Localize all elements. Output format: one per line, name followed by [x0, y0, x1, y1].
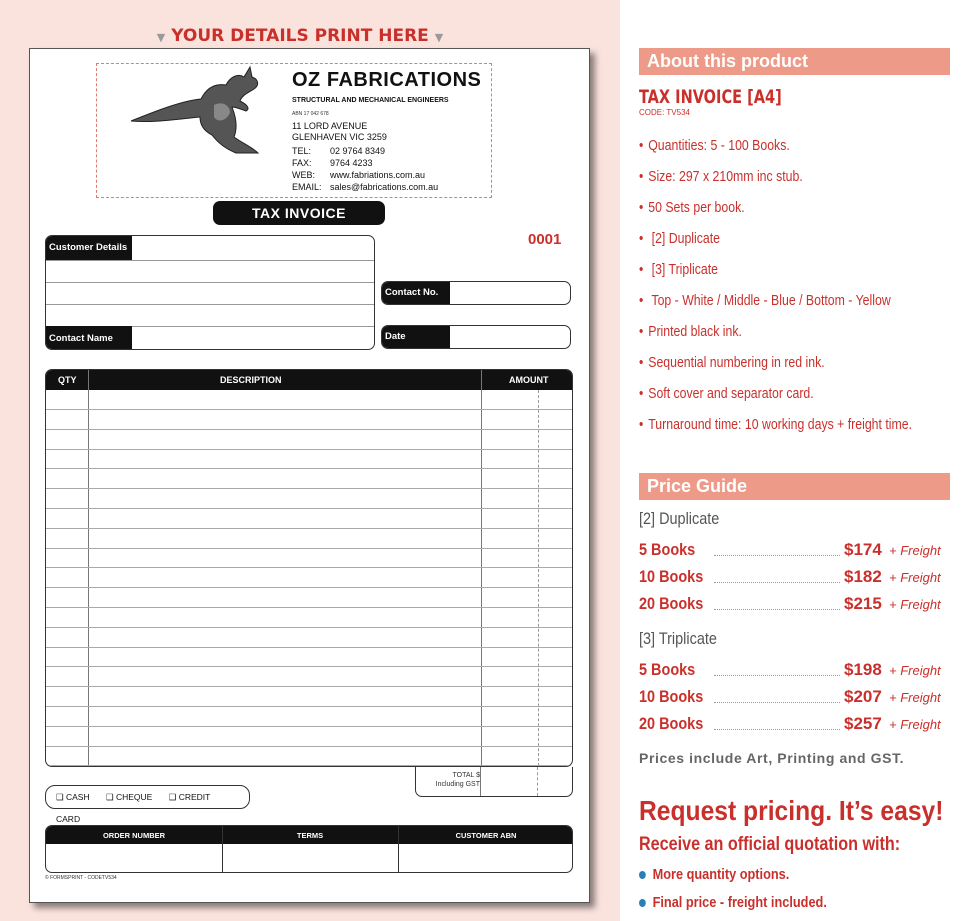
address-line-2: GLENHAVEN VIC 3259 — [292, 132, 387, 142]
feature-item: • [2] Duplicate — [639, 230, 721, 247]
feature-item: • Sequential numbering in red ink. — [639, 354, 825, 371]
table-row — [46, 449, 572, 450]
feature-item: • 50 Sets per book. — [639, 199, 745, 216]
feature-item: • Size: 297 x 210mm inc stub. — [639, 168, 803, 185]
request-pricing-heading: Request pricing. It’s easy! — [639, 795, 944, 826]
table-row — [46, 409, 572, 410]
feature-item: • Soft cover and separator card. — [639, 385, 814, 402]
product-code: CODE: TV534 — [639, 108, 690, 117]
feature-item: • Turnaround time: 10 working days + freight time. — [639, 416, 913, 433]
total-label: TOTAL $ Including GST — [435, 772, 480, 788]
col-amount: AMOUNT — [509, 375, 549, 385]
table-row — [46, 726, 572, 727]
price-row: 10 Books $207 + Freight — [639, 687, 941, 706]
price-row: 10 Books $182 + Freight — [639, 567, 941, 586]
request-item: Final price - freight included. — [639, 894, 827, 911]
tax-invoice-title: TAX INVOICE — [213, 201, 385, 225]
bullet-icon — [639, 899, 646, 907]
price-row: 5 Books $198 + Freight — [639, 660, 941, 679]
table-row — [46, 647, 572, 648]
feature-item: • Top - White / Middle - Blue / Bottom - Yellow — [639, 292, 891, 309]
price-note: Prices include Art, Printing and GST. — [639, 750, 905, 766]
col-description: DESCRIPTION — [220, 375, 282, 385]
order-number-label: ORDER NUMBER — [102, 831, 166, 840]
product-title: TAX INVOICE [A4] — [639, 86, 782, 108]
table-row — [46, 627, 572, 628]
total-box — [415, 767, 573, 797]
table-row — [46, 548, 572, 549]
footer-table — [45, 825, 573, 873]
email-line: EMAIL: sales@fabrications.com.au — [292, 182, 439, 192]
table-row — [46, 607, 572, 608]
company-name: OZ FABRICATIONS — [292, 69, 482, 91]
cash-option: ❑ CASH — [56, 792, 90, 802]
table-row — [46, 587, 572, 588]
table-row — [46, 706, 572, 707]
contact-no-label: Contact No. — [382, 282, 450, 305]
request-subheading: Receive an official quotation with: — [639, 834, 901, 855]
invoice-form-preview — [29, 48, 590, 903]
date-box — [381, 325, 571, 349]
table-row — [46, 468, 572, 469]
payment-options — [45, 785, 250, 824]
company-subtitle: STRUCTURAL AND MECHANICAL ENGINEERS — [292, 97, 449, 104]
customer-details-box — [45, 235, 375, 350]
items-table-header — [46, 370, 572, 390]
contact-no-box — [381, 281, 571, 305]
request-item: More quantity options. — [639, 866, 789, 883]
price-group-title: [3] Triplicate — [639, 629, 717, 648]
fax-line: FAX: 9764 4233 — [292, 158, 373, 168]
price-group-title: [2] Duplicate — [639, 509, 720, 528]
table-row — [46, 686, 572, 687]
address-line-1: 11 LORD AVENUE — [292, 121, 368, 131]
tel-line: TEL: 02 9764 8349 — [292, 146, 386, 156]
feature-item: • Quantities: 5 - 100 Books. — [639, 137, 790, 154]
company-abn: ABN 17 042 678 — [292, 111, 329, 117]
table-row — [46, 508, 572, 509]
cheque-option: ❑ CHEQUE — [105, 792, 153, 802]
items-table — [45, 369, 573, 767]
table-row — [46, 429, 572, 430]
price-row: 20 Books $257 + Freight — [639, 714, 941, 733]
customer-abn-label: CUSTOMER ABN — [455, 831, 517, 840]
terms-label: TERMS — [296, 831, 324, 840]
table-row — [46, 746, 572, 747]
table-row — [46, 528, 572, 529]
feature-item: • Printed black ink. — [639, 323, 742, 340]
date-label: Date — [382, 326, 450, 349]
invoice-number: 0001 — [528, 231, 562, 248]
web-line: WEB: www.fabriations.com.au — [292, 170, 426, 180]
kangaroo-logo — [126, 61, 286, 161]
copyright-text: © FORMSPRINT - CODETV534 — [45, 875, 117, 881]
price-row: 5 Books $174 + Freight — [639, 540, 941, 559]
contact-name-label: Contact Name — [46, 326, 132, 350]
bullet-icon — [639, 871, 646, 879]
customer-details-label: Customer Details — [46, 236, 132, 260]
feature-item: • [3] Triplicate — [639, 261, 718, 278]
price-guide-header: Price Guide — [639, 473, 950, 500]
col-qty: QTY — [58, 375, 77, 385]
banner-text: YOUR DETAILS PRINT HERE — [171, 26, 429, 46]
credit-card-option: ❑ CREDIT CARD — [56, 792, 211, 824]
table-row — [46, 666, 572, 667]
about-header: About this product — [639, 48, 950, 75]
details-banner: ▼ YOUR DETAILS PRINT HERE ▼ — [156, 26, 444, 46]
table-row — [46, 488, 572, 489]
table-row — [46, 567, 572, 568]
price-row: 20 Books $215 + Freight — [639, 594, 941, 613]
